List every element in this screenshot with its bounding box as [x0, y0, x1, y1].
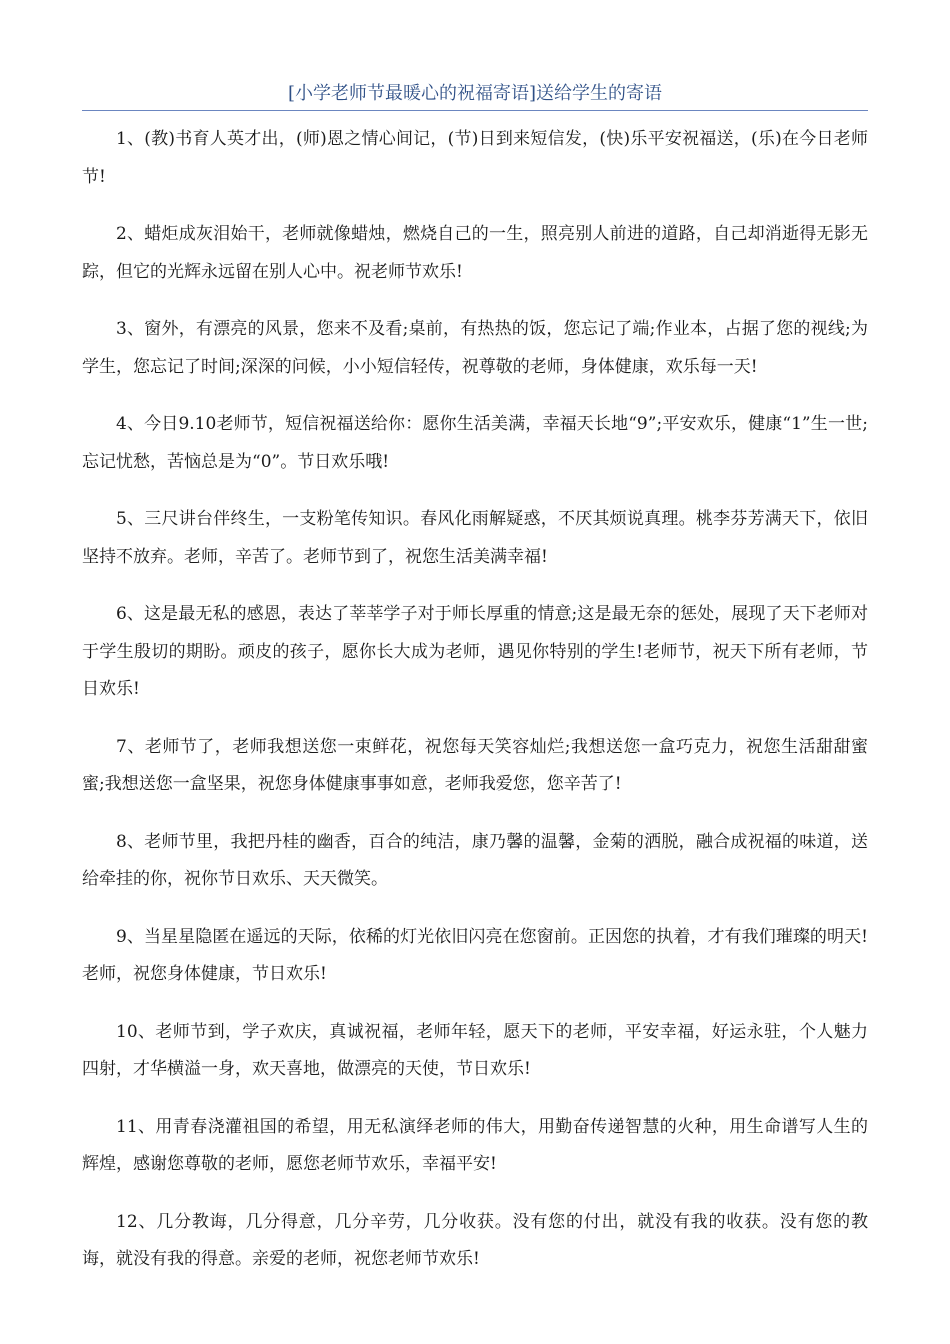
paragraph-7: 7、老师节了，老师我想送您一束鲜花，祝您每天笑容灿烂;我想送您一盒巧克力，祝您生活甜甜蜜蜜;我想送您一盒坚果，祝您身体健康事事如意，老师我爱您，您辛苦了! [82, 736, 868, 794]
paragraph-11: 11、用青春浇灌祖国的希望，用无私演绎老师的伟大，用勤奋传递智慧的火种，用生命谱写人生的辉煌，感谢您尊敬的老师，愿您老师节欢乐，幸福平安! [82, 1116, 868, 1174]
paragraph-6: 6、这是最无私的感恩，表达了莘莘学子对于师长厚重的情意;这是最无奈的惩处，展现了天下老师对于学生殷切的期盼。顽皮的孩子，愿你长大成为老师，遇见你特别的学生!老师节，祝天下所有老师，节日欢乐! [82, 604, 868, 699]
document-title: [小学老师节最暖心的祝福寄语]送给学生的寄语 [287, 83, 663, 104]
paragraph-5: 5、三尺讲台伴终生，一支粉笔传知识。春风化雨解疑惑，不厌其烦说真理。桃李芬芳满天下，依旧坚持不放弃。老师，辛苦了。老师节到了，祝您生活美满幸福! [82, 509, 868, 567]
paragraph-10: 10、老师节到，学子欢庆，真诚祝福，老师年轻，愿天下的老师，平安幸福，好运永驻，个人魅力四射，才华横溢一身，欢天喜地，做漂亮的天使，节日欢乐! [82, 1021, 868, 1079]
paragraph-12: 12、几分教诲，几分得意，几分辛劳，几分收获。没有您的付出，就没有我的收获。没有您的教诲，就没有我的得意。亲爱的老师，祝您老师节欢乐! [82, 1211, 868, 1269]
document-body [82, 121, 868, 1299]
paragraph-9: 9、当星星隐匿在遥远的天际，依稀的灯光依旧闪亮在您窗前。正因您的执着，才有我们璀璨的明天!老师，祝您身体健康，节日欢乐! [82, 926, 868, 984]
title-underline [82, 110, 868, 111]
paragraph-2: 2、蜡炬成灰泪始干，老师就像蜡烛，燃烧自己的一生，照亮别人前进的道路，自己却消逝得无影无踪，但它的光辉永远留在别人心中。祝老师节欢乐! [82, 224, 868, 282]
paragraph-8: 8、老师节里，我把丹桂的幽香，百合的纯洁，康乃馨的温馨，金菊的洒脱，融合成祝福的味道，送给牵挂的你，祝你节日欢乐、天天微笑。 [82, 831, 868, 889]
paragraph-3: 3、窗外，有漂亮的风景，您来不及看;桌前，有热热的饭，您忘记了端;作业本，占据了您的视线;为学生，您忘记了时间;深深的问候，小小短信轻传，祝尊敬的老师，身体健康，欢乐每一天! [82, 319, 868, 377]
paragraph-1: 1、(教)书育人英才出，(师)恩之情心间记，(节)日到来短信发，(快)乐平安祝福送，(乐)在今日老师节! [82, 129, 868, 187]
paragraph-4: 4、今日9.10老师节，短信祝福送给你：愿你生活美满，幸福天长地“9”;平安欢乐，健康“1”生一世;忘记忧愁，苦恼总是为“0”。节日欢乐哦! [82, 414, 868, 472]
